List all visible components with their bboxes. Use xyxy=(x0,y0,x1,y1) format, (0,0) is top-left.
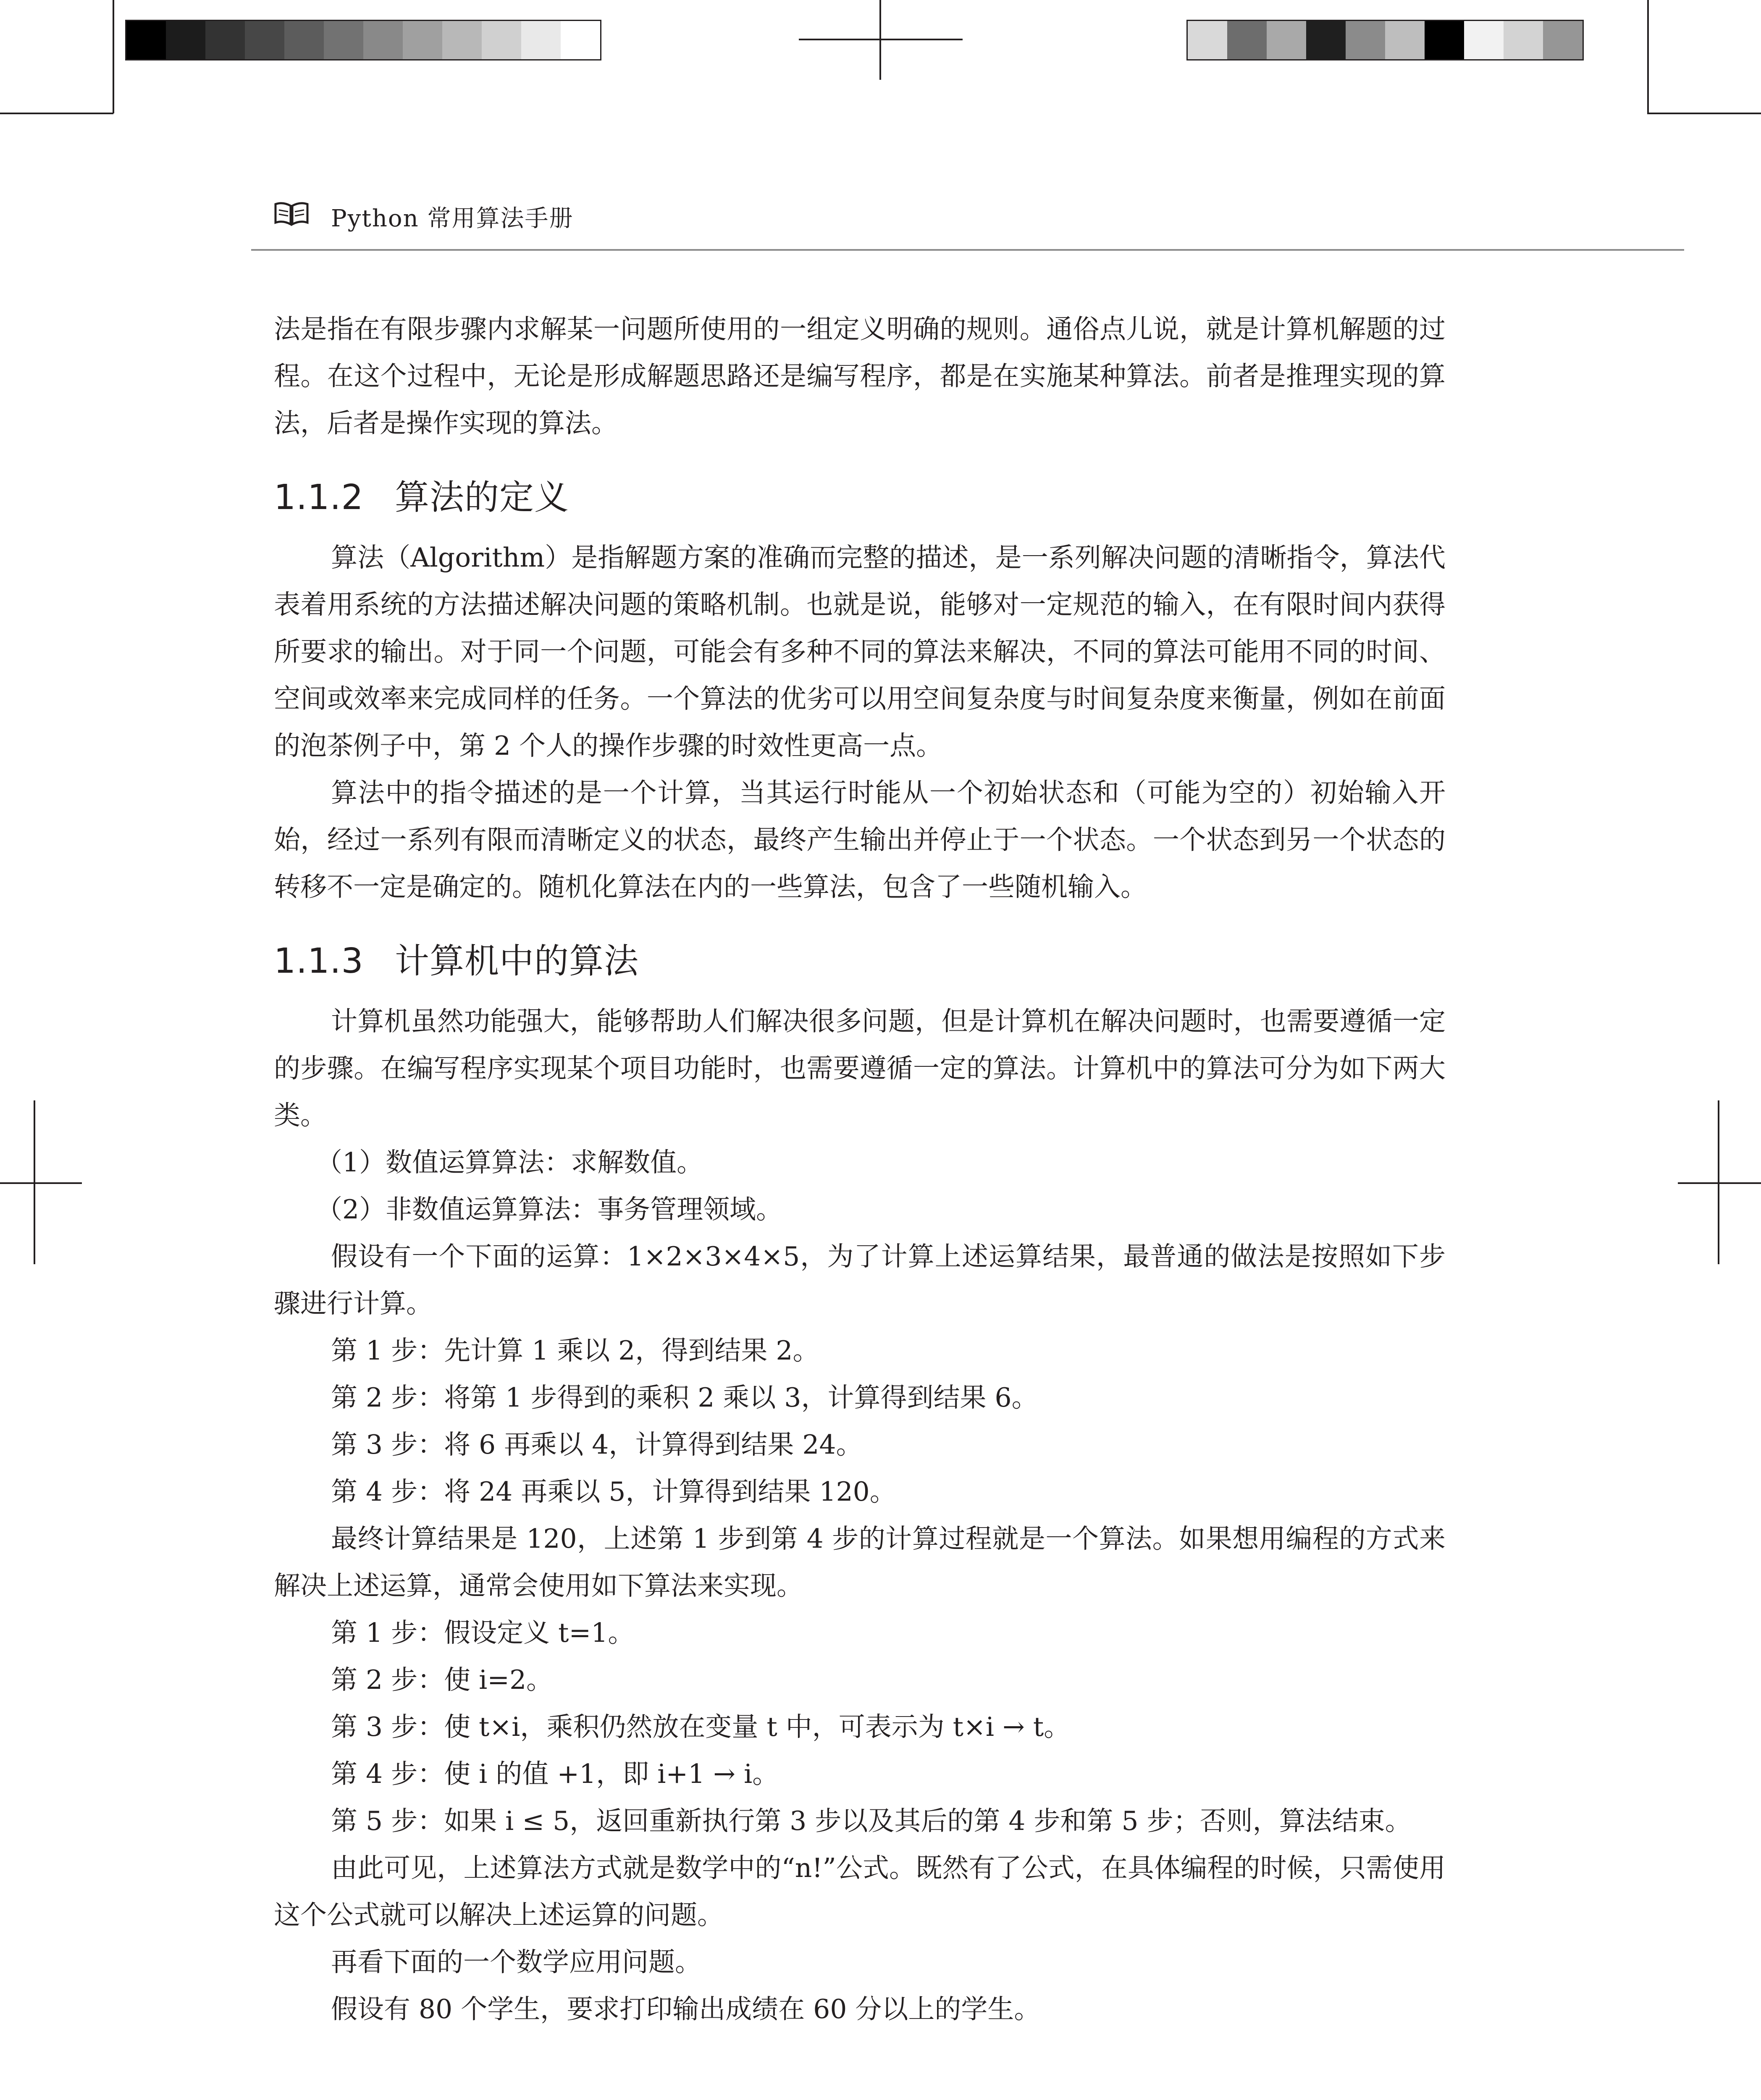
intro-paragraph: 法是指在有限步骤内求解某一问题所使用的一组定义明确的规则。通俗点儿说，就是计算机解题的过程。在这个过程中，无论是形成解题思路还是编写程序，都是在实施某种算法。前者是推理实现的算法，后者是操作实现的算法。 xyxy=(274,314,1446,438)
section-1-1-3 xyxy=(274,934,1446,989)
section-heading xyxy=(274,470,1446,525)
color-swatch xyxy=(1385,21,1425,59)
paragraph: 假设有一个下面的运算：1×2×3×4×5，为了计算上述运算结果，最普通的做法是按照如下步骤进行计算。 xyxy=(274,1241,1446,1319)
step-item: 第 1 步：假设定义 t=1。 xyxy=(331,1617,635,1648)
color-swatch xyxy=(166,21,205,59)
color-swatch xyxy=(126,21,166,59)
list-item: （1）数值运算算法：求解数值。 xyxy=(316,1147,703,1178)
running-header-title: Python 常用算法手册 xyxy=(331,205,574,232)
color-swatch xyxy=(1425,21,1464,59)
step-item: 第 2 步：将第 1 步得到的乘积 2 乘以 3，计算得到结果 6。 xyxy=(331,1382,1038,1413)
step-item: 第 4 步：使 i 的值 +1，即 i+1 → i。 xyxy=(331,1759,779,1789)
step-item: 第 4 步：将 24 再乘以 5，计算得到结果 120。 xyxy=(331,1476,896,1507)
color-swatch xyxy=(1227,21,1267,59)
section-heading xyxy=(274,934,1446,989)
step-item: 第 3 步：使 t×i，乘积仍然放在变量 t 中，可表示为 t×i → t。 xyxy=(331,1712,1071,1742)
color-swatch xyxy=(363,21,403,59)
color-swatch xyxy=(403,21,442,59)
color-swatch xyxy=(1188,21,1227,59)
paragraph: 由此可见，上述算法方式就是数学中的“n!”公式。既然有了公式，在具体编程的时候，只需使用这个公式就可以解决上述运算的问题。 xyxy=(274,1853,1446,1930)
color-swatch xyxy=(1543,21,1583,59)
paragraph: 算法（Algorithm）是指解题方案的准确而完整的描述，是一系列解决问题的清晰指令，算法代表着用系统的方法描述解决问题的策略机制。也就是说，能够对一定规范的输入，在有限时间内获得所要求的输出。对于同一个问题，可能会有多种不同的算法来解决，不同的算法可能用不同的时间、空间或效率来完成同样的任务。一个算法的优劣可以用空间复杂度与时间复杂度来衡量，例如在前面的泡茶例子中，第 2 个人的操作步骤的时效性更高一点。 xyxy=(274,542,1446,761)
paragraph: 算法中的指令描述的是一个计算，当其运行时能从一个初始状态和（可能为空的）初始输入开始，经过一系列有限而清晰定义的状态，最终产生输出并停止于一个状态。一个状态到另一个状态的转移不一定是确定的。随机化算法在内的一些算法，包含了一些随机输入。 xyxy=(274,777,1446,902)
color-swatch xyxy=(561,21,600,59)
color-swatch xyxy=(1306,21,1346,59)
color-swatch xyxy=(442,21,482,59)
header-divider xyxy=(251,249,1684,251)
color-calibration-bar-right xyxy=(1186,20,1584,60)
open-book-icon xyxy=(274,200,309,228)
color-swatch xyxy=(1464,21,1504,59)
step-item: 第 3 步：将 6 再乘以 4，计算得到结果 24。 xyxy=(331,1429,863,1460)
color-swatch xyxy=(245,21,284,59)
step-item: 第 1 步：先计算 1 乘以 2，得到结果 2。 xyxy=(331,1335,819,1366)
color-swatch xyxy=(521,21,561,59)
section-title: 计算机中的算法 xyxy=(395,941,639,981)
color-swatch xyxy=(1504,21,1543,59)
step-item: 第 2 步：使 i=2。 xyxy=(331,1664,553,1695)
color-calibration-bar-left xyxy=(125,20,601,60)
color-swatch xyxy=(205,21,245,59)
step-item: 第 5 步：如果 i ≤ 5，返回重新执行第 3 步以及其后的第 4 步和第 5 步；否则，算法结束。 xyxy=(331,1806,1412,1836)
paragraph: 计算机虽然功能强大，能够帮助人们解决很多问题，但是计算机在解决问题时，也需要遵循一定的步骤。在编写程序实现某个项目功能时，也需要遵循一定的算法。计算机中的算法可分为如下两大类。 xyxy=(274,1006,1446,1131)
paragraph: 再看下面的一个数学应用问题。 xyxy=(331,1947,701,1977)
section-number: 1.1.2 xyxy=(274,478,364,517)
paragraph: 最终计算结果是 120，上述第 1 步到第 4 步的计算过程就是一个算法。如果想用编程的方式来解决上述运算，通常会使用如下算法来实现。 xyxy=(274,1523,1446,1601)
page-body xyxy=(274,306,1446,2033)
color-swatch xyxy=(284,21,324,59)
color-swatch xyxy=(324,21,363,59)
color-swatch xyxy=(1346,21,1385,59)
color-swatch xyxy=(482,21,521,59)
color-swatch xyxy=(1267,21,1306,59)
list-item: （2）非数值运算算法：事务管理领域。 xyxy=(316,1194,783,1225)
section-1-1-2 xyxy=(274,470,1446,525)
section-number: 1.1.3 xyxy=(274,941,364,981)
section-title: 算法的定义 xyxy=(395,478,570,517)
paragraph: 假设有 80 个学生，要求打印输出成绩在 60 分以上的学生。 xyxy=(331,1994,1041,2024)
